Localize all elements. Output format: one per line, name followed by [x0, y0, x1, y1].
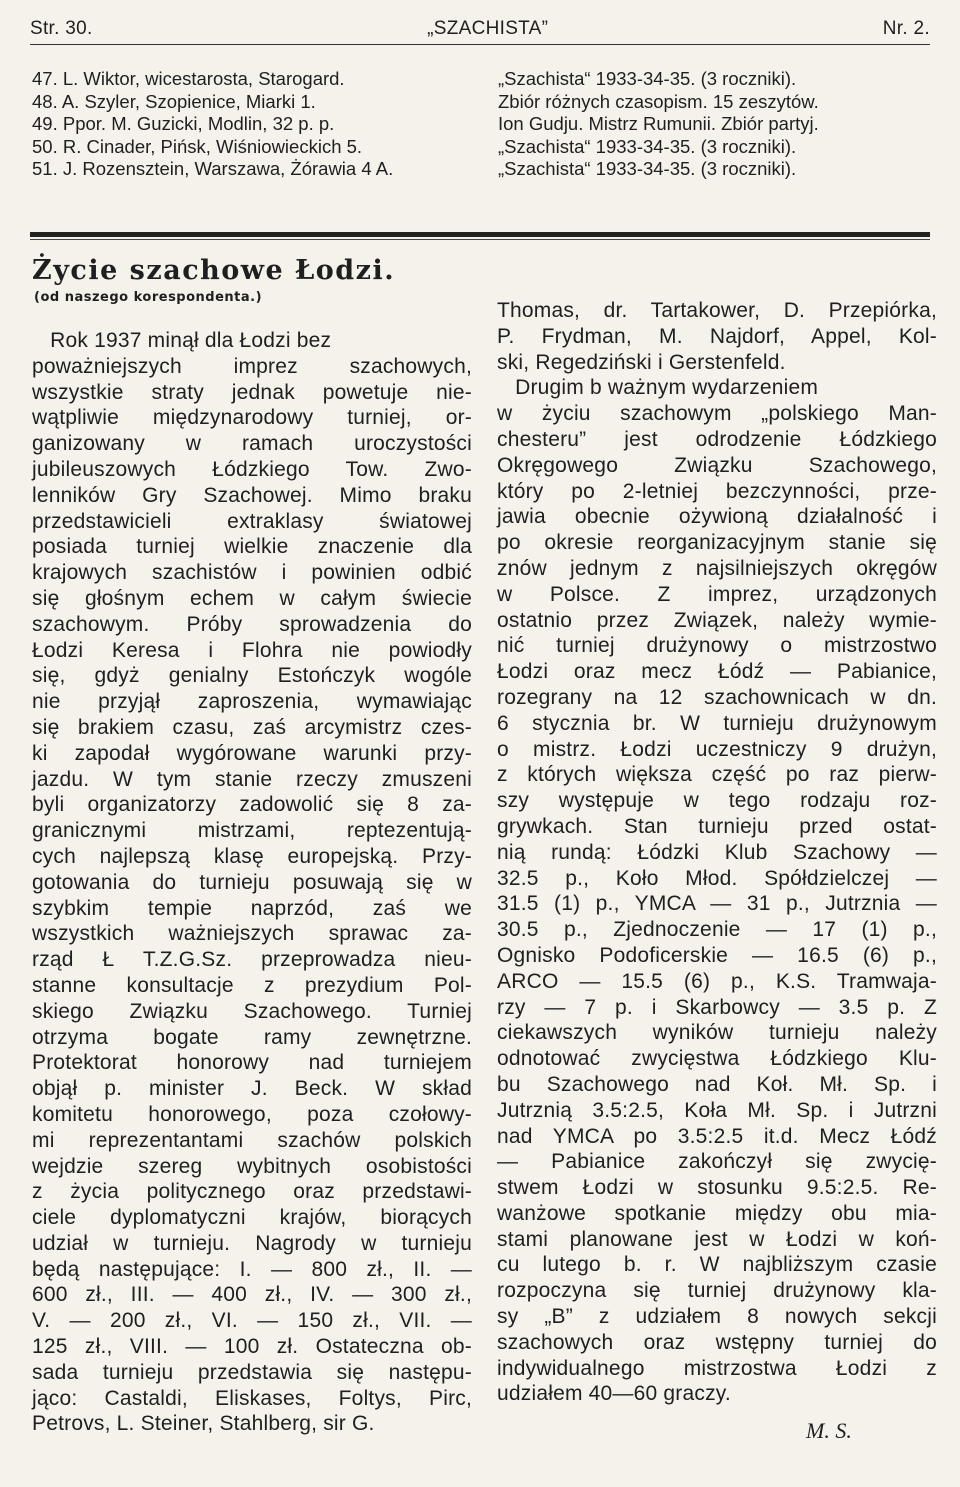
text-line: Protektorat honorowy nad turniejem — [32, 1051, 472, 1075]
text-line: rozegrany na 12 szachownicach w dn. — [497, 685, 937, 709]
text-line: udziałem 40—60 graczy. — [497, 1382, 731, 1406]
text-line: wszystkich ważniejszych sprawac za- — [32, 922, 472, 946]
text-line: gotowania do turnieju posuwają się w — [32, 870, 472, 894]
text-line: jazdu. W tym stanie rzeczy zmuszeni — [32, 767, 472, 791]
text-line: ki zapodał wygórowane warunki przy- — [32, 741, 472, 765]
header-divider — [30, 44, 930, 45]
text-line: bu Szachowego nad Koł. Mł. Sp. i — [497, 1072, 937, 1096]
text-line: nad YMCA po 3.5:2.5 it.d. Mecz Łódź — [497, 1124, 937, 1148]
text-line: ostatnio przez Związek, należy wymie- — [497, 608, 937, 632]
text-line: Okręgowego Związku Szachowego, — [497, 453, 937, 477]
text-line: ARCO — 15.5 (6) p., K.S. Tramwaja- — [497, 969, 937, 993]
library-list-item: „Szachista“ 1933-34-35. (3 roczniki). — [498, 68, 797, 89]
text-line: się, gdyż genialny Estończyk wogóle — [32, 664, 472, 688]
member-list-item: 48. A. Szyler, Szopienice, Miarki 1. — [32, 90, 316, 112]
text-line: 30.5 p., Zjednoczenie — 17 (1) p., — [497, 918, 937, 942]
journal-title: „SZACHISTA” — [427, 18, 549, 39]
member-list — [32, 68, 472, 181]
text-line: wszystkie straty jednak powetuje nie- — [32, 380, 472, 404]
text-line: krajowych szachistów i powinien odbić — [32, 561, 472, 585]
text-line: cych najlepszą klasę europejską. Przy- — [32, 844, 472, 868]
article-column-right — [497, 298, 937, 1407]
text-line: byli organizatorzy zadowolić się 8 za- — [32, 793, 472, 817]
text-line: sada turnieju przedstawia się następu- — [32, 1360, 472, 1384]
text-line: objął p. minister J. Beck. W skład — [32, 1077, 472, 1101]
text-line: który po 2-letniej bezczynności, prze- — [497, 479, 937, 503]
text-line: z których większa część po raz pierw- — [497, 763, 937, 787]
text-line: nić turniej drużynowy o mistrzostwo — [497, 634, 937, 658]
text-line: będą następujące: I. — 800 zł., II. — — [32, 1257, 472, 1281]
text-line: po okresie reorganizacyjnym stanie się — [497, 531, 937, 555]
text-line: ganizowany w ramach uroczystości — [32, 432, 472, 456]
text-line: przedstawicieli extraklasy światowej — [32, 509, 472, 533]
text-line: się głośnym echem w całym świecie — [32, 586, 472, 610]
library-list-item: Zbiór różnych czasopism. 15 zeszytów. — [498, 90, 819, 112]
text-line: Thomas, dr. Tartakower, D. Przepiórka, — [497, 299, 937, 322]
text-line: 31.5 (1) p., YMCA — 31 p., Jutrznia — — [497, 892, 937, 916]
text-line: V. — 200 zł., VI. — 150 zł., VII. — — [32, 1309, 472, 1333]
text-line: P. Frydman, M. Najdorf, Appel, Kol- — [497, 324, 937, 348]
member-list-item: 51. J. Rozensztein, Warszawa, Żórawia 4 A. — [32, 158, 394, 179]
text-line: udział w turnieju. Nagrody w turnieju — [32, 1231, 472, 1255]
text-line: ciele dyplomatyczni krajów, biorących — [32, 1206, 472, 1230]
text-line: nią rundą: Łódzki Klub Szachowy — — [497, 840, 937, 864]
text-line: Łodzi oraz mecz Łódź — Pabianice, — [497, 660, 937, 684]
text-line: w Polsce. Z imprez, urządzonych — [497, 582, 937, 606]
text-line: z życia politycznego oraz przedstawi- — [32, 1180, 472, 1204]
text-line: 600 zł., III. — 400 zł., IV. — 300 zł., — [32, 1283, 472, 1307]
text-line: komitetu honorowego, poza czołowy- — [32, 1102, 472, 1126]
issue-number: Nr. 2. — [882, 18, 930, 39]
text-line: się brakiem czasu, zaś arcymistrz czes- — [32, 715, 472, 739]
library-list-item: Ion Gudju. Mistrz Rumunii. Zbiór partyj. — [498, 113, 819, 134]
text-line: chesteru” jest odrodzenie Łódzkiego — [497, 427, 937, 451]
member-list-item: 47. L. Wiktor, wicestarosta, Starogard. — [32, 68, 345, 89]
text-line: w życiu szachowym „polskiego Man- — [497, 402, 937, 426]
text-line: poważniejszych imprez szachowych, — [32, 354, 472, 378]
text-line: Jutrznią 3.5:2.5, Koła Mł. Sp. i Jutrzni — [497, 1098, 937, 1122]
member-list-item: 49. Ppor. M. Guzicki, Modlin, 32 p. p. — [32, 113, 335, 134]
text-line: 6 stycznia br. W turnieju drużynowym — [497, 711, 937, 735]
article-subtitle: (od naszego korespondenta.) — [34, 290, 263, 305]
library-list — [498, 68, 938, 181]
text-line: Petrovs, L. Steiner, Stahlberg, sir G. — [32, 1412, 375, 1436]
text-line: jąco: Castaldi, Eliskases, Foltys, Pirc, — [32, 1386, 472, 1410]
text-line: ciekawszych wyników turnieju należy — [497, 1021, 937, 1045]
text-line: nie przyjął zaproszenia, wymawiając — [32, 690, 472, 714]
text-line: stanne konsultacje z prezydium Pol- — [32, 973, 472, 997]
text-line: Drugim b ważnym wydarzeniem — [497, 376, 819, 400]
library-list-item: „Szachista“ 1933-34-35. (3 roczniki). — [498, 135, 797, 157]
text-line: szybkim tempie naprzód, zaś we — [32, 896, 472, 920]
text-line: otrzyma bogate ramy zewnętrzne. — [32, 1025, 472, 1049]
text-line: jubileuszowych Łódzkiego Tow. Zwo- — [32, 457, 472, 481]
text-line: rzy — 7 p. i Skarbowcy — 3.5 p. Z — [497, 995, 937, 1019]
text-line: posiada turniej wielkie znaczenie dla — [32, 535, 472, 559]
text-line: wejdzie szereg wybitnych osobistości — [32, 1154, 472, 1178]
text-line: stami planowane jest w Łodzi w koń- — [497, 1227, 937, 1251]
text-line: wątpliwie międzynarodowy turniej, or- — [32, 406, 472, 430]
text-line: ski, Regedziński i Gerstenfeld. — [497, 350, 786, 374]
text-line: grywkach. Stan turnieju przed ostat- — [497, 814, 937, 838]
article-title: Życie szachowe Łodzi. — [32, 255, 396, 286]
text-line: granicznymi mistrzami, reptezentują- — [32, 819, 472, 843]
text-line: znów jednym z najsilniejszych okręgów — [497, 556, 937, 580]
page-header — [30, 14, 930, 44]
text-line: 125 zł., VIII. — 100 zł. Ostateczna ob- — [32, 1335, 472, 1359]
text-line: — Pabianice zakończył się zwycię- — [497, 1150, 937, 1174]
text-line: indywidualnego mistrzostwa Łodzi z — [497, 1356, 937, 1380]
text-line: jawia obecnie ożywioną działalność i — [497, 505, 937, 529]
text-line: lenników Gry Szachowej. Mimo braku — [32, 483, 472, 507]
text-line: cu lutego b. r. W najbliższym czasie — [497, 1253, 937, 1277]
text-line: rozpoczyna się turniej drużynowy kla- — [497, 1279, 937, 1303]
article-column-left — [32, 328, 472, 1437]
text-line: stwem Łodzi w stosunku 9.5:2.5. Re- — [497, 1176, 937, 1200]
page-number: Str. 30. — [30, 18, 93, 39]
text-line: o mistrz. Łodzi uczestniczy 9 drużyn, — [497, 737, 937, 761]
text-line: skiego Związku Szachowego. Turniej — [32, 999, 472, 1023]
text-line: mi reprezentantami szachów polskich — [32, 1128, 472, 1152]
text-line: szachowym. Próby sprowadzenia do — [32, 612, 472, 636]
text-line: odnotować zwycięstwa Łódzkiego Klu- — [497, 1047, 937, 1071]
text-line: sy „B” z udziałem 8 nowych sekcji — [497, 1305, 937, 1329]
text-line: 32.5 p., Koło Młod. Spółdzielczej — — [497, 866, 937, 890]
text-line: szy występuje w tego rodzaju roz- — [497, 789, 937, 813]
section-divider — [30, 232, 930, 237]
member-list-item: 50. R. Cinader, Pińsk, Wiśniowieckich 5. — [32, 135, 363, 157]
text-line: Łodzi Keresa i Flohra nie powiodły — [32, 638, 472, 662]
text-line: Rok 1937 minął dla Łodzi bez — [32, 329, 332, 352]
library-list-item: „Szachista“ 1933-34-35. (3 roczniki). — [498, 158, 797, 179]
text-line: szachowych oraz wstępny turniej do — [497, 1330, 937, 1354]
text-line: Ognisko Podoficerskie — 16.5 (6) p., — [497, 943, 937, 967]
article-signature: M. S. — [806, 1418, 852, 1443]
text-line: wanżowe spotkanie między obu mia- — [497, 1201, 937, 1225]
text-line: rząd Ł T.Z.G.Sz. przeprowadza nieu- — [32, 948, 472, 972]
section-divider-thin — [30, 239, 930, 240]
